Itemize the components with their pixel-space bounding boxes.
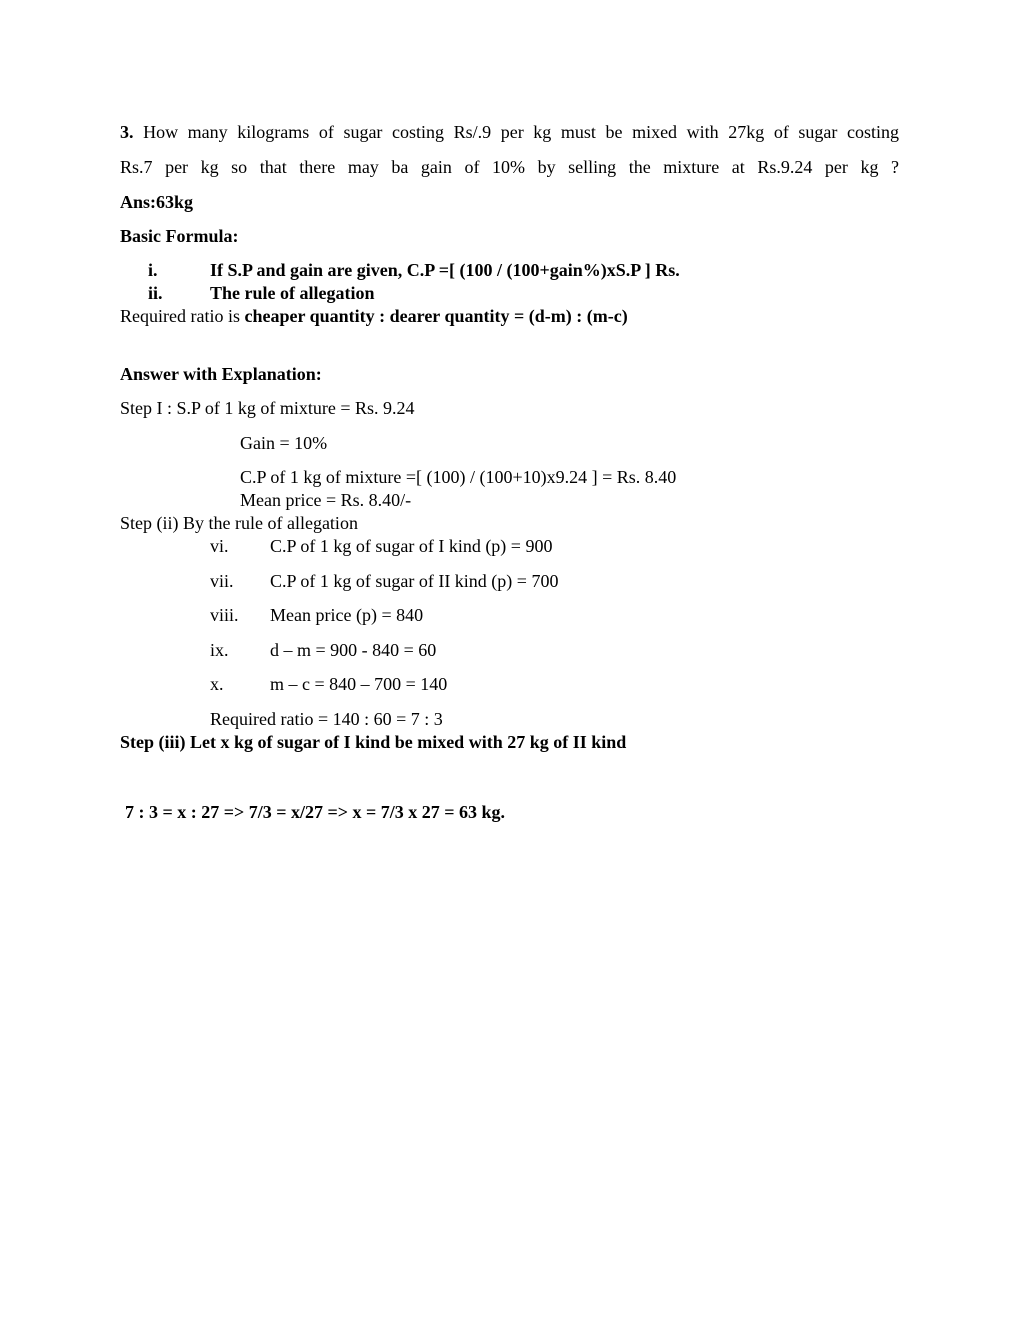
formula-item-2: The rule of allegation xyxy=(210,283,375,303)
gain-line: Gain = 10% xyxy=(240,433,328,453)
formula-marker-2: ii. xyxy=(148,283,163,303)
step2-item-viii: Mean price (p) = 840 xyxy=(270,605,424,625)
final-calculation: 7 : 3 = x : 27 => 7/3 = x/27 => x = 7/3 x 27 = 63 kg. xyxy=(125,802,506,822)
question-line-2: Rs.7 per kg so that there may ba gain of 10% by selling the mixture at Rs.9.24 per kg ? xyxy=(120,157,899,177)
step-1: Step I : S.P of 1 kg of mixture = Rs. 9.24 xyxy=(120,398,415,418)
formula-item-1: If S.P and gain are given, C.P =[ (100 / (100+gain%)xS.P ] Rs. xyxy=(210,260,680,280)
step2-marker-viii: viii. xyxy=(210,605,239,625)
basic-formula-heading: Basic Formula: xyxy=(120,226,239,246)
step-3: Step (iii) Let x kg of sugar of I kind be mixed with 27 kg of II kind xyxy=(120,732,627,752)
step2-item-vii: C.P of 1 kg of sugar of II kind (p) = 700 xyxy=(270,571,559,591)
question-line-1 xyxy=(120,121,899,143)
step2-marker-vi: vi. xyxy=(210,536,229,556)
question-number: 3. xyxy=(120,122,134,142)
ratio-prefix: Required ratio is xyxy=(120,306,245,326)
step2-item-ix: d – m = 900 - 840 = 60 xyxy=(270,640,437,660)
step2-marker-x: x. xyxy=(210,674,224,694)
step2-marker-ix: ix. xyxy=(210,640,229,660)
step-2: Step (ii) By the rule of allegation xyxy=(120,513,358,533)
required-ratio-result: Required ratio = 140 : 60 = 7 : 3 xyxy=(210,709,443,729)
required-ratio-formula xyxy=(120,305,628,327)
step2-item-vi: C.P of 1 kg of sugar of I kind (p) = 900 xyxy=(270,536,553,556)
mean-price-line: Mean price = Rs. 8.40/- xyxy=(240,490,412,510)
ratio-bold: cheaper quantity : dearer quantity = (d-m) : (m-c) xyxy=(244,306,628,326)
step2-item-x: m – c = 840 – 700 = 140 xyxy=(270,674,448,694)
question-text-1: How many kilograms of sugar costing Rs/.9 per kg must be mixed with 27kg of sugar costing xyxy=(143,122,899,142)
formula-marker-1: i. xyxy=(148,260,158,280)
step2-marker-vii: vii. xyxy=(210,571,234,591)
answer-label: Ans:63kg xyxy=(120,192,194,212)
explanation-heading: Answer with Explanation: xyxy=(120,364,322,384)
cp-line: C.P of 1 kg of mixture =[ (100) / (100+10)x9.24 ] = Rs. 8.40 xyxy=(240,467,677,487)
